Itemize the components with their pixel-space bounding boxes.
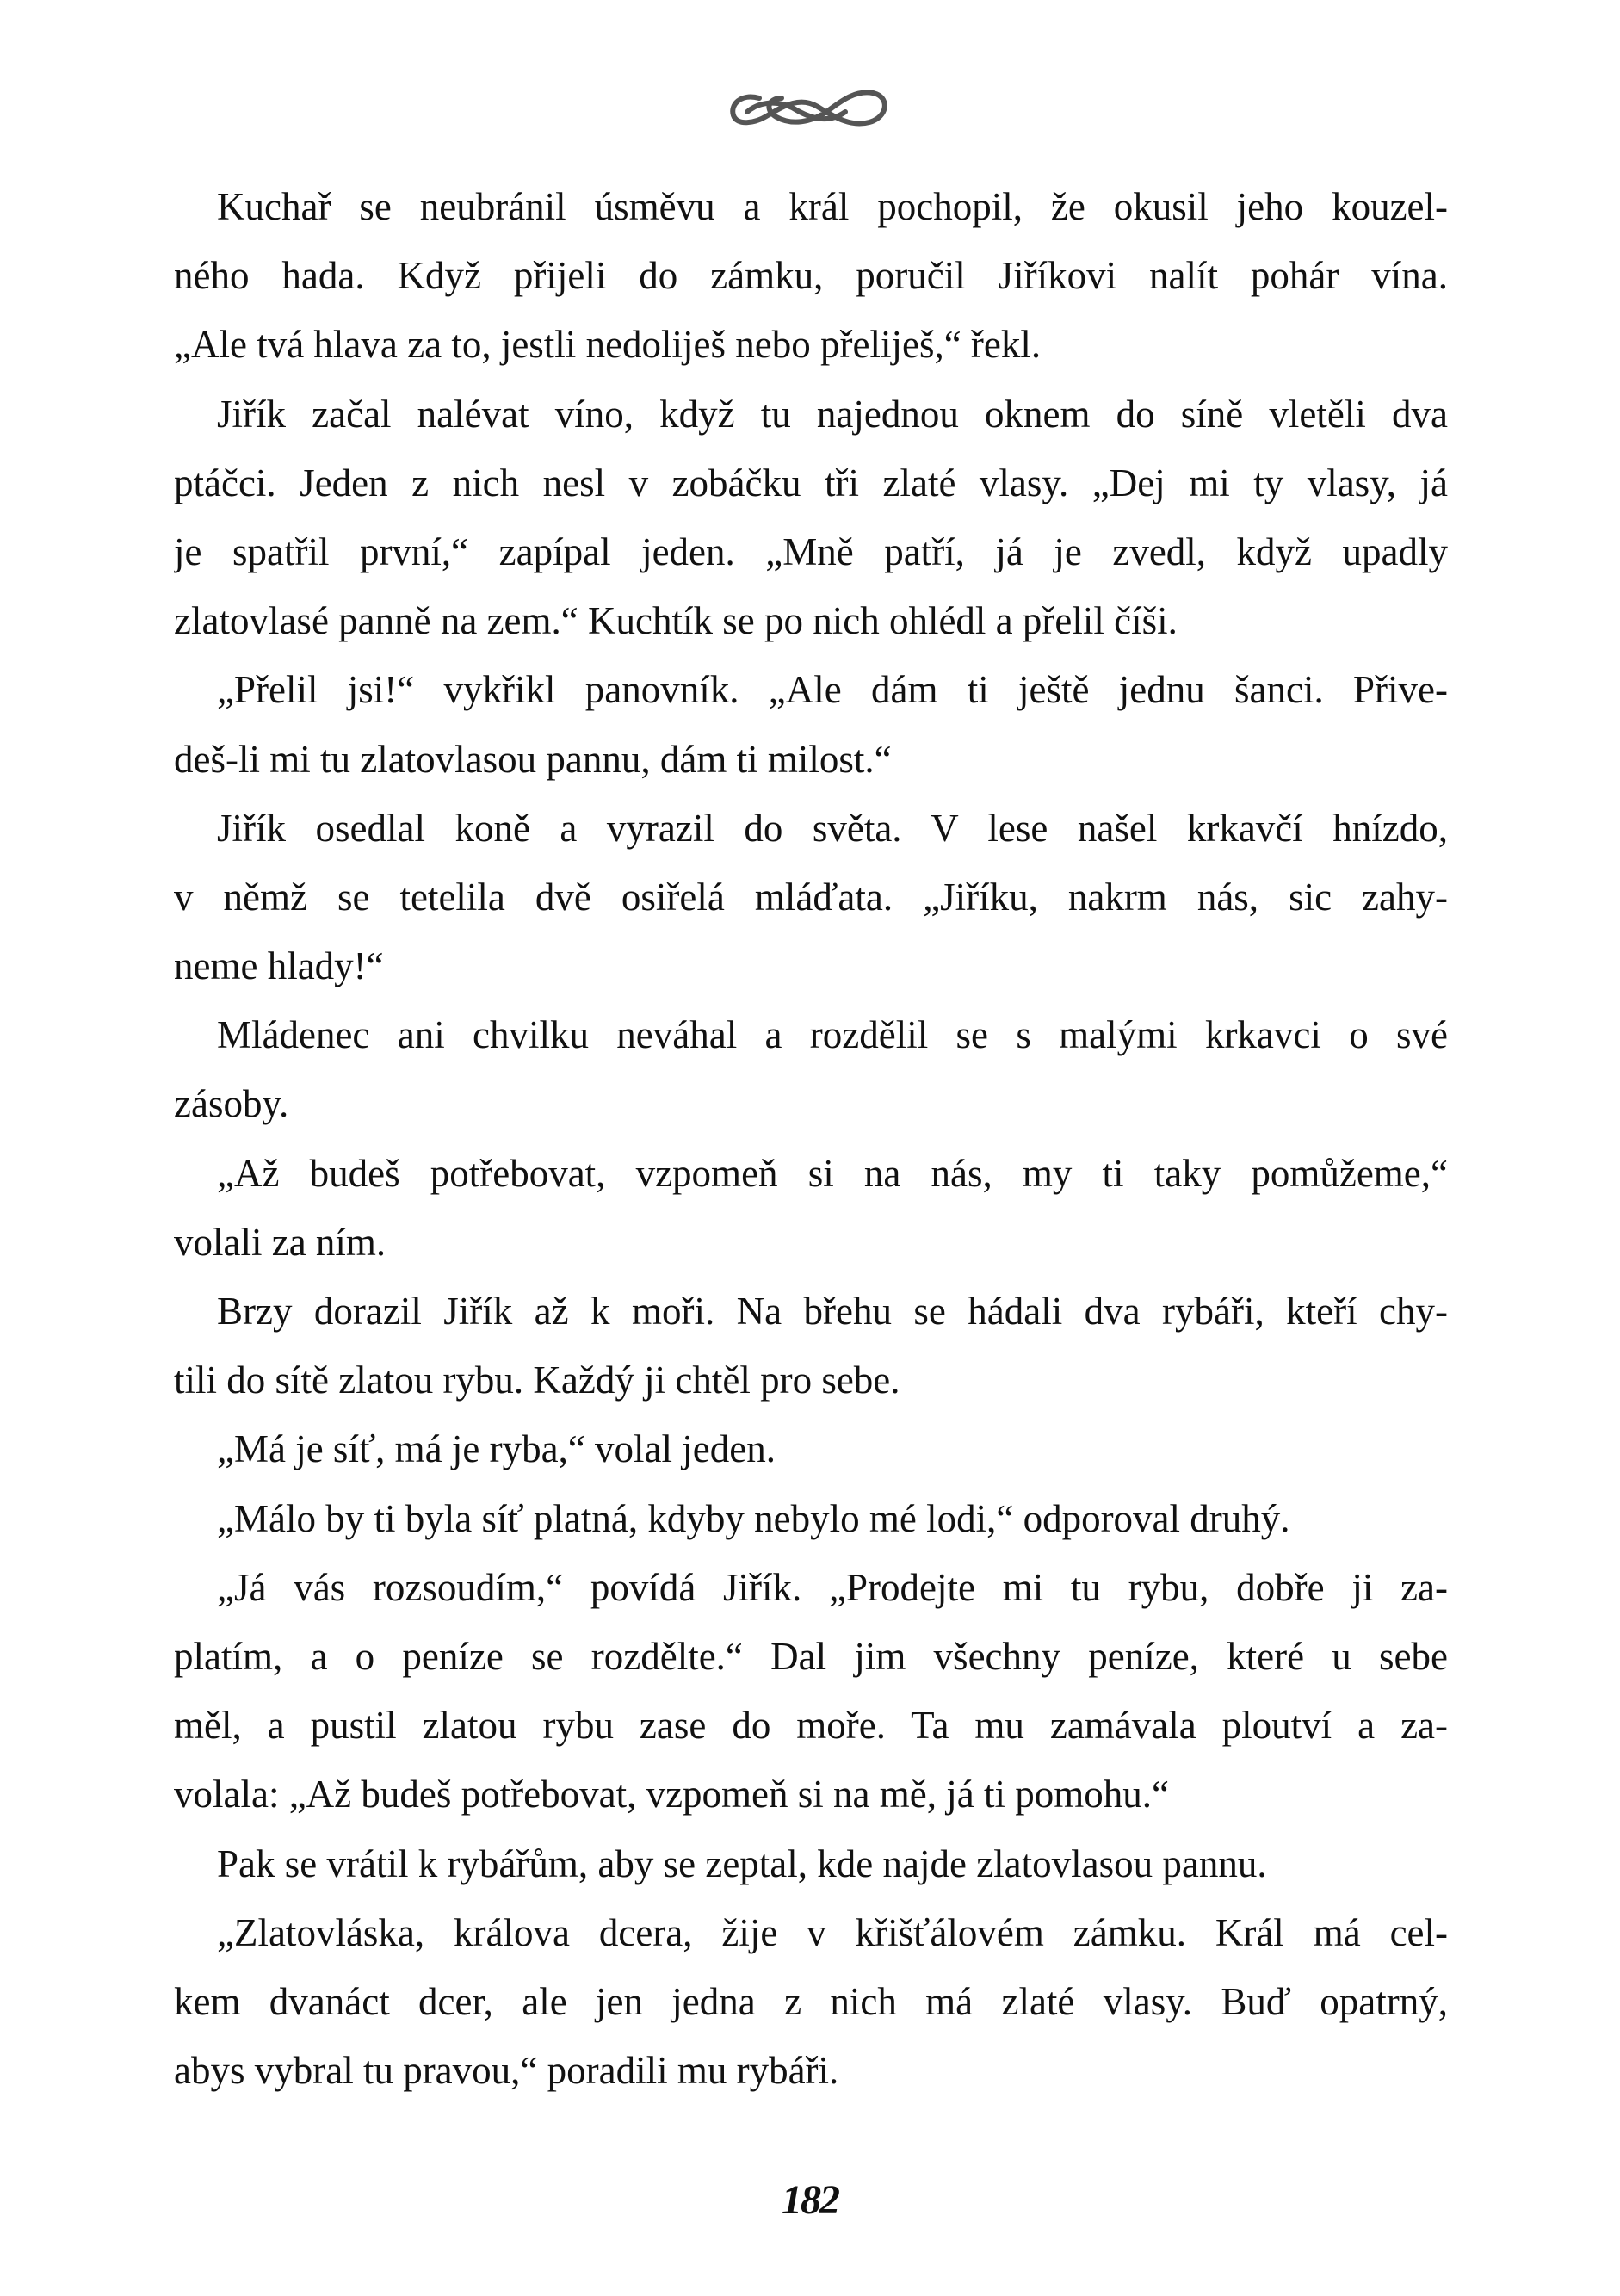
text-line: kem dvanáct dcer, ale jen jedna z nich má zlaté vlasy. Buď opatrný, xyxy=(174,1979,1448,2023)
text-line: „Přelil jsi!“ vykřikl panovník. „Ale dám ti ještě jednu šanci. Přive- xyxy=(217,668,1448,712)
paragraph xyxy=(174,1414,1448,1483)
paragraph xyxy=(174,172,1448,380)
paragraph xyxy=(174,380,1448,656)
text-line: Mládenec ani chvilku neváhal a rozdělil se s malými krkavci o své xyxy=(217,1013,1448,1057)
text-line: Kuchař se neubránil úsměvu a král pochopil, že okusil jeho kouzel- xyxy=(217,185,1448,228)
text-line: „Ale tvá hlava za to, jestli nedoliješ nebo přeliješ,“ řekl. xyxy=(174,323,1042,367)
text-line: zásoby. xyxy=(174,1082,289,1126)
paragraph xyxy=(174,1484,1448,1553)
text-line: platím, a o peníze se rozdělte.“ Dal jim všechny peníze, které u sebe xyxy=(174,1634,1448,1678)
text-line: zlatovlasé panně na zem.“ Kuchtík se po nich ohlédl a přelil číši. xyxy=(174,599,1178,643)
text-line: volali za ním. xyxy=(174,1220,386,1264)
text-line: „Málo by ti byla síť platná, kdyby nebylo mé lodi,“ odporoval druhý. xyxy=(217,1496,1290,1540)
flourish-ornament-icon xyxy=(725,86,893,134)
text-line: „Já vás rozsoudím,“ povídá Jiřík. „Prodejte mi tu rybu, dobře ji za- xyxy=(217,1565,1448,1609)
page-number: 182 xyxy=(782,2177,838,2223)
paragraph xyxy=(174,1829,1448,1898)
paragraph xyxy=(174,1139,1448,1277)
text-line: Pak se vrátil k rybářům, aby se zeptal, kde najde zlatovlasou pannu. xyxy=(217,1841,1267,1885)
paragraph xyxy=(174,1277,1448,1414)
paragraph xyxy=(174,1000,1448,1138)
text-line: deš-li mi tu zlatovlasou pannu, dám ti milost.“ xyxy=(174,737,892,781)
text-line: abys vybral tu pravou,“ poradili mu rybáři. xyxy=(174,2049,839,2093)
paragraph xyxy=(174,1898,1448,2106)
paragraph xyxy=(174,794,1448,1001)
paragraph xyxy=(174,655,1448,793)
text-line: měl, a pustil zlatou rybu zase do moře. Ta mu zamávala ploutví a za- xyxy=(174,1704,1448,1748)
body-text xyxy=(174,172,1448,2105)
text-line: Jiřík osedlal koně a vyrazil do světa. V lese našel krkavčí hnízdo, xyxy=(217,806,1448,850)
text-line: tili do sítě zlatou rybu. Každý ji chtěl pro sebe. xyxy=(174,1358,900,1402)
text-line: neme hlady!“ xyxy=(174,944,384,988)
text-line: ného hada. Když přijeli do zámku, poručil Jiříkovi nalít pohár vína. xyxy=(174,254,1448,298)
text-line: Brzy dorazil Jiřík až k moři. Na břehu se hádali dva rybáři, kteří chy- xyxy=(217,1290,1448,1333)
text-line: „Zlatovláska, králova dcera, žije v křišťálovém zámku. Král má cel- xyxy=(217,1910,1448,1954)
text-line: „Až budeš potřebovat, vzpomeň si na nás, my ti taky pomůžeme,“ xyxy=(217,1151,1448,1195)
text-line: volala: „Až budeš potřebovat, vzpomeň si na mě, já ti pomohu.“ xyxy=(174,1773,1169,1816)
paragraph xyxy=(174,1553,1448,1829)
text-line: „Má je síť, má je ryba,“ volal jeden. xyxy=(217,1427,776,1471)
text-line: je spatřil první,“ zapípal jeden. „Mně patří, já je zvedl, když upadly xyxy=(174,529,1448,573)
text-line: ptáčci. Jeden z nich nesl v zobáčku tři zlaté vlasy. „Dej mi ty vlasy, já xyxy=(174,461,1448,504)
text-line: v němž se tetelila dvě osiřelá mláďata. „Jiříku, nakrm nás, sic zahy- xyxy=(174,875,1448,919)
text-line: Jiřík začal nalévat víno, když tu najednou oknem do síně vletěli dva xyxy=(217,392,1448,436)
